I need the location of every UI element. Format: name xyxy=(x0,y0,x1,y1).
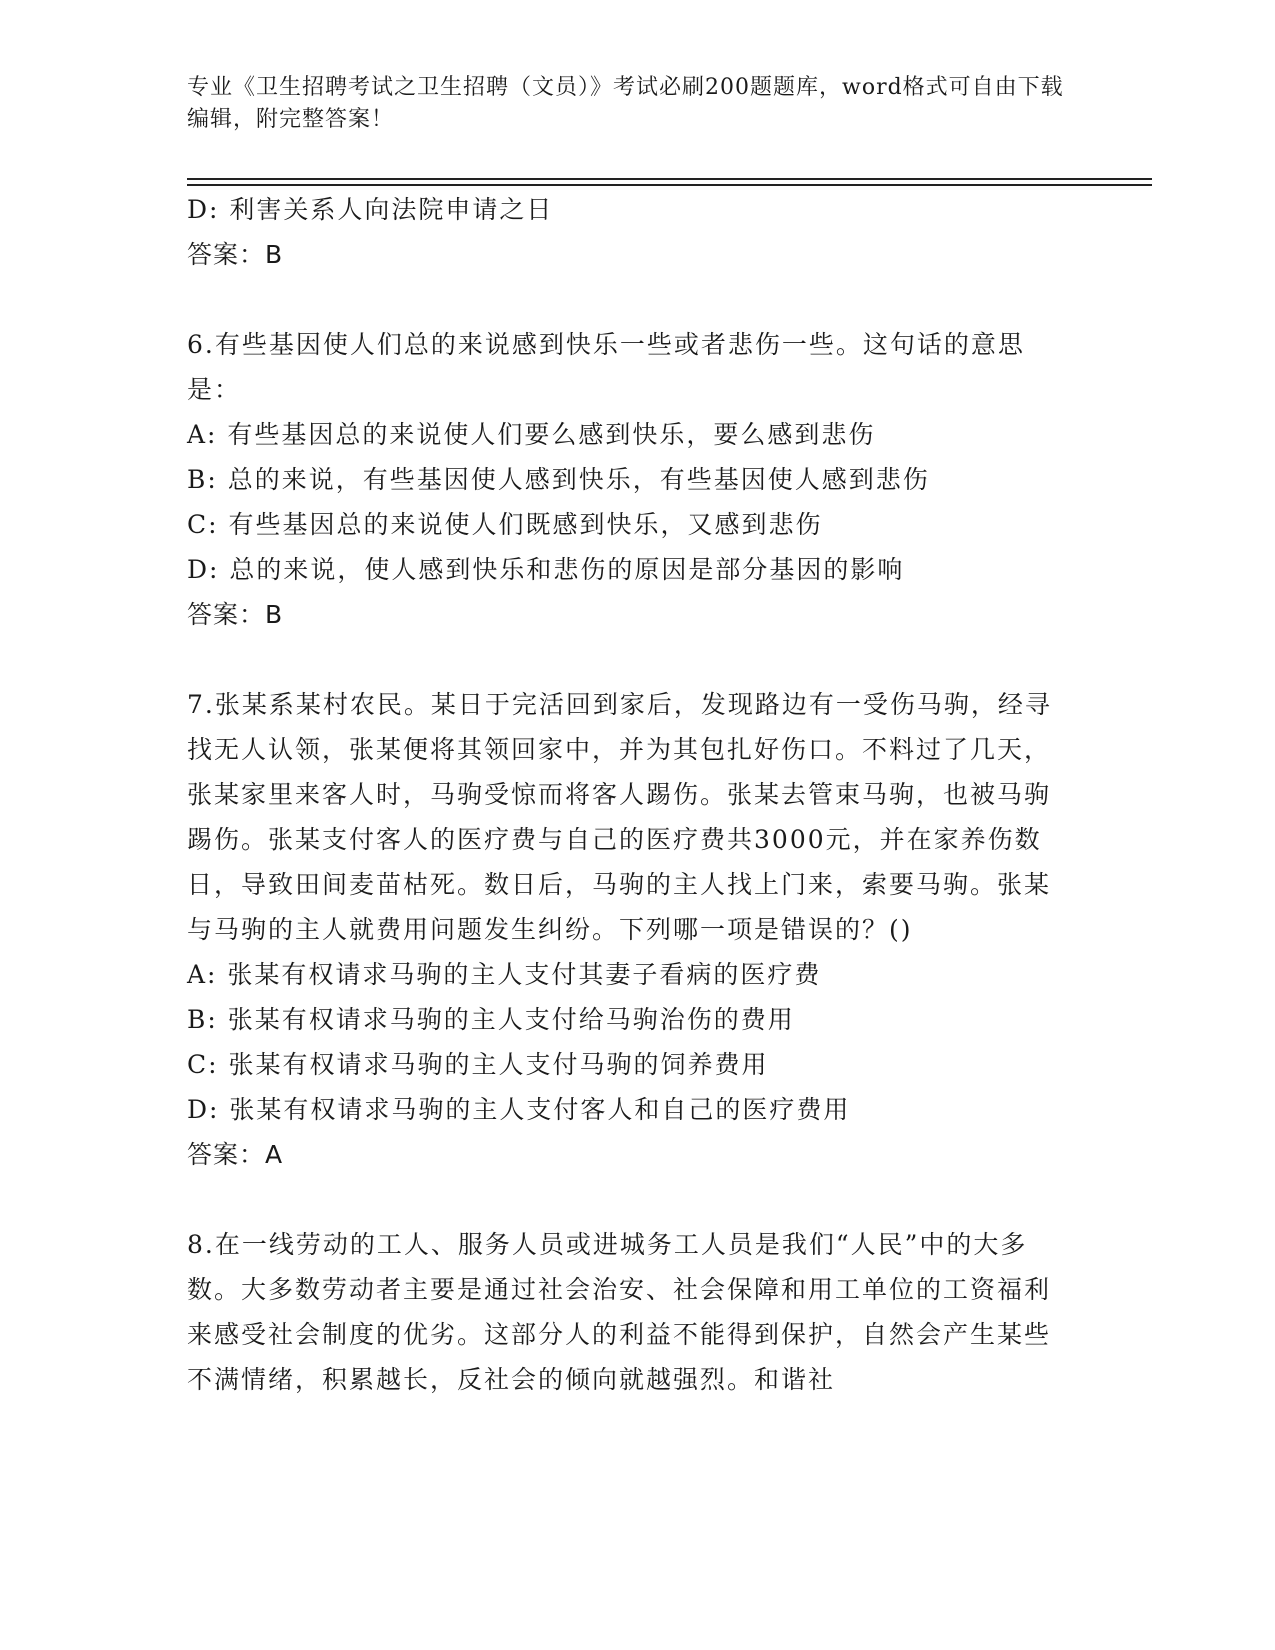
answer-line: 答案：B xyxy=(187,240,284,269)
question-5-tail xyxy=(187,187,1077,277)
option-c: C: 有些基因总的来说使人们既感到快乐，又感到悲伤 xyxy=(187,510,823,539)
question-7 xyxy=(187,682,1077,1177)
answer-line: 答案：A xyxy=(187,1140,284,1169)
option-a: A: 有些基因总的来说使人们要么感到快乐，要么感到悲伤 xyxy=(187,420,876,449)
option-b: B: 张某有权请求马驹的主人支付给马驹治伤的费用 xyxy=(187,1005,795,1034)
header-divider-top xyxy=(187,178,1152,180)
option-d: D: 利害关系人向法院申请之日 xyxy=(187,195,554,224)
question-8 xyxy=(187,1222,1077,1402)
option-c: C: 张某有权请求马驹的主人支付马驹的饲养费用 xyxy=(187,1050,769,1079)
document-header: 专业《卫生招聘考试之卫生招聘（文员）》考试必刷200题题库，word格式可自由下载编辑，附完整答案！ xyxy=(187,75,1064,132)
question-stem: 6.有些基因使人们总的来说感到快乐一些或者悲伤一些。这句话的意思是： xyxy=(187,330,1025,404)
option-d: D: 张某有权请求马驹的主人支付客人和自己的医疗费用 xyxy=(187,1095,851,1124)
spacer xyxy=(187,1177,1077,1222)
spacer xyxy=(187,637,1077,682)
question-stem: 7.张某系某村农民。某日于完活回到家后，发现路边有一受伤马驹，经寻找无人认领，张某便将其领回家中，并为其包扎好伤口。不料过了几天，张某家里来客人时，马驹受惊而将客人踢伤。张某去管束马驹，也被马驹踢伤。张某支付客人的医疗费与自己的医疗费共3000元，并在家养伤数日，导致田间麦苗枯死。数日后，马驹的主人找上门来，索要马驹。张某与马驹的主人就费用问题发生纠纷。下列哪一项是错误的？() xyxy=(187,690,1052,944)
spacer xyxy=(187,277,1077,322)
option-d: D: 总的来说，使人感到快乐和悲伤的原因是部分基因的影响 xyxy=(187,555,905,584)
option-b: B: 总的来说，有些基因使人感到快乐，有些基因使人感到悲伤 xyxy=(187,465,930,494)
document-body xyxy=(187,187,1077,1402)
question-6 xyxy=(187,322,1077,637)
question-stem: 8.在一线劳动的工人、服务人员或进城务工人员是我们“人民”中的大多数。大多数劳动者主要是通过社会治安、社会保障和用工单位的工资福利来感受社会制度的优劣。这部分人的利益不能得到保护，自然会产生某些不满情绪，积累越长，反社会的倾向就越强烈。和谐社 xyxy=(187,1230,1052,1394)
answer-line: 答案：B xyxy=(187,600,284,629)
header-divider-bottom xyxy=(187,184,1152,186)
option-a: A: 张某有权请求马驹的主人支付其妻子看病的医疗费 xyxy=(187,960,822,989)
